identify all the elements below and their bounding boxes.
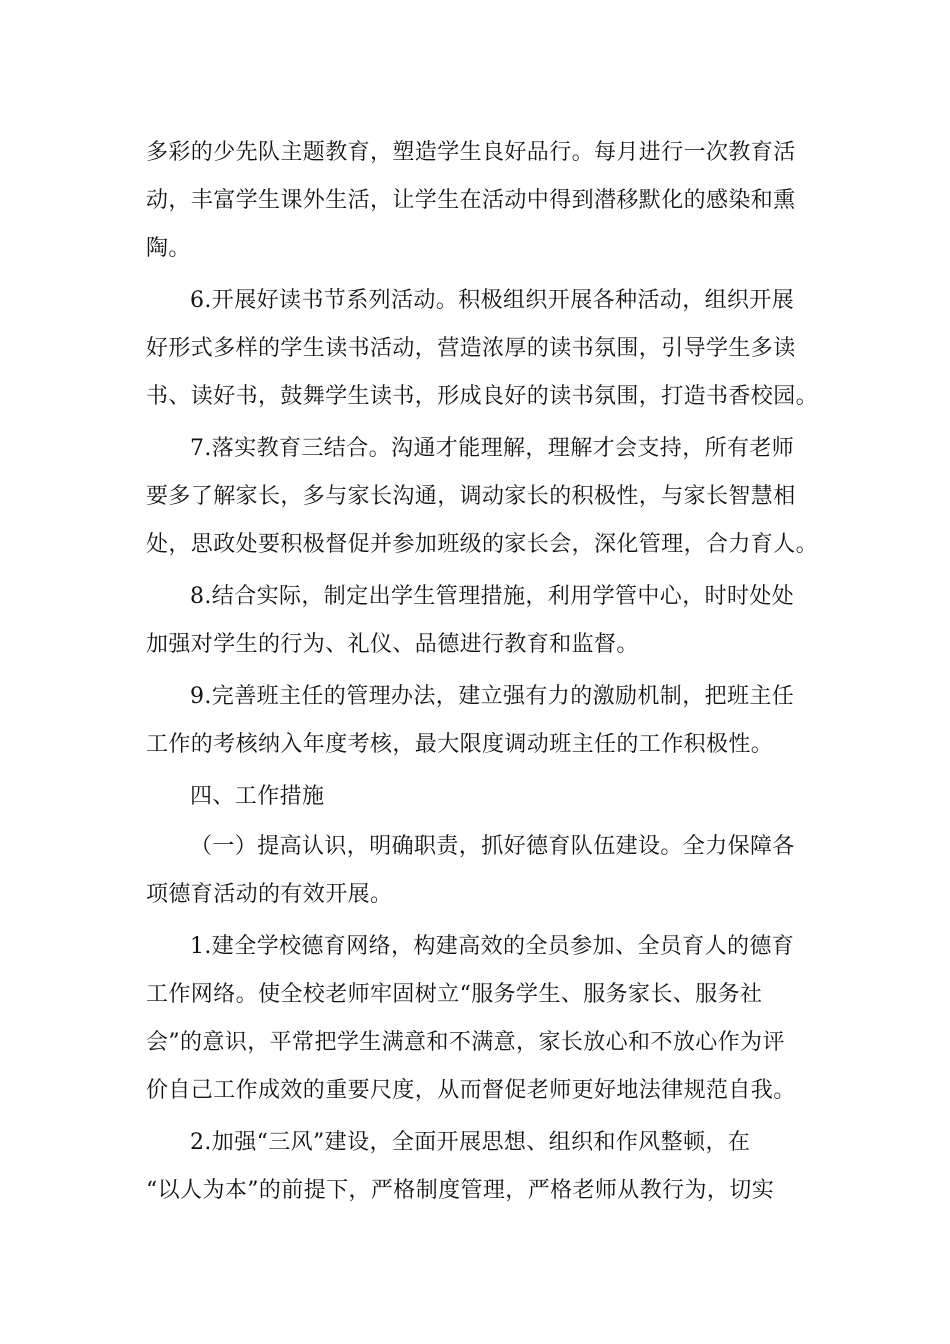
section-heading: 四、工作措施: [190, 784, 325, 809]
text-line: 好形式多样的学生读书活动，营造浓厚的读书氛围，引导学生多读: [146, 336, 796, 361]
text-line: 工作的考核纳入年度考核，最大限度调动班主任的工作积极性。: [146, 732, 774, 757]
text-line: 要多了解家长，多与家长沟通，调动家长的积极性，与家长智慧相: [146, 484, 796, 509]
text-line: 6.开展好读书节系列活动。积极组织开展各种活动，组织开展: [190, 288, 795, 313]
text-line: 2.加强“三风”建设，全面开展思想、组织和作风整顿，在: [190, 1130, 751, 1155]
text-line: 处，思政处要积极督促并参加班级的家长会，深化管理，合力育人。: [146, 532, 819, 557]
text-line: 7.落实教育三结合。沟通才能理解，理解才会支持，所有老师: [190, 436, 795, 461]
text-line: 加强对学生的行为、礼仪、品德进行教育和监督。: [146, 632, 639, 657]
text-line: 动，丰富学生课外生活，让学生在活动中得到潜移默化的感染和熏: [146, 188, 796, 213]
text-line: 多彩的少先队主题教育，塑造学生良好品行。每月进行一次教育活: [146, 140, 796, 165]
text-line: 1.建全学校德育网络，构建高效的全员参加、全员育人的德育: [190, 934, 795, 959]
text-line: 项德育活动的有效开展。: [146, 882, 393, 907]
text-line: （一）提高认识，明确职责，抓好德育队伍建设。全力保障各: [190, 834, 795, 859]
text-line: 8.结合实际，制定出学生管理措施，利用学管中心，时时处处: [190, 584, 795, 609]
text-line: 书、读好书，鼓舞学生读书，形成良好的读书氛围，打造书香校园。: [146, 384, 819, 409]
text-line: 价自己工作成效的重要尺度，从而督促老师更好地法律规范自我。: [146, 1078, 796, 1103]
text-line: “以人为本”的前提下，严格制度管理，严格老师从教行为，切实: [146, 1178, 775, 1203]
text-line: 工作网络。使全校老师牢固树立“服务学生、服务家长、服务社: [146, 982, 763, 1007]
text-line: 陶。: [146, 236, 191, 261]
text-line: 9.完善班主任的管理办法，建立强有力的激励机制，把班主任: [190, 684, 795, 709]
text-line: 会”的意识，平常把学生满意和不满意，家长放心和不放心作为评: [146, 1030, 785, 1055]
